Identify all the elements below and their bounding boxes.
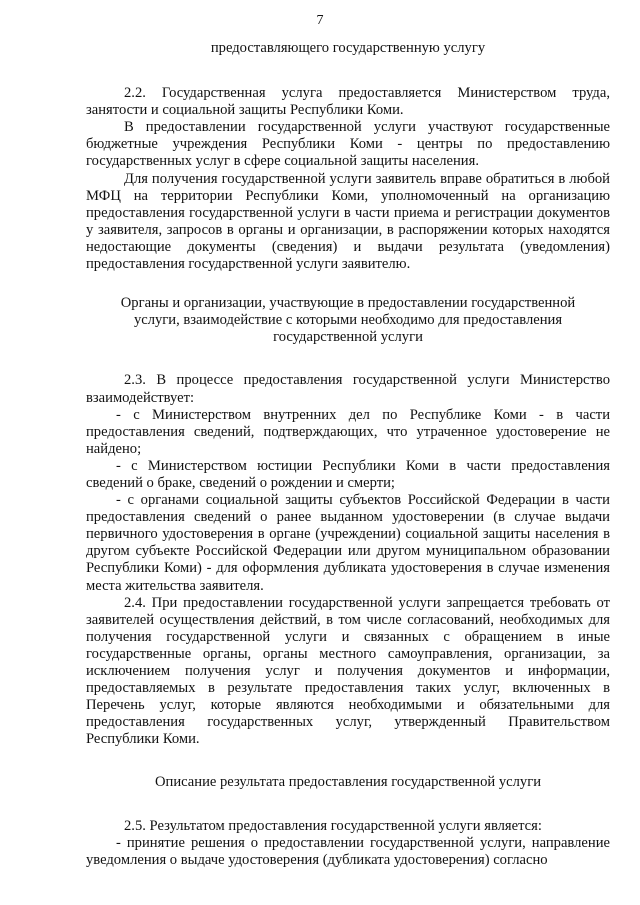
document-body bbox=[86, 38, 610, 869]
page-number: 7 bbox=[316, 13, 324, 28]
section-heading-result: Описание результата предоставления государственной услуги bbox=[154, 774, 542, 791]
paragraph-2-3: 2.3. В процессе предоставления государственной услуги Министерство взаимодействует: bbox=[86, 372, 610, 406]
paragraph-participants: В предоставлении государственной услуги участвуют государственные бюджетные учреждения Республики Коми - центры по предоставлению государственных услуг в сфере социальной защиты населения. bbox=[86, 119, 610, 170]
list-item-social-protection: - с органами социальной защиты субъектов Российской Федерации в части предоставления сведений о ранее выданном удостоверении (в случае выдачи первичного удостоверения в органе (учреждении) социальной защиты населения в другом субъекте Российской Федерации или другом муниципальном образовании Республики Коми) - для оформления дубликата удостоверения в случае изменения места жительства заявителя. bbox=[86, 492, 610, 594]
list-item-decision: - принятие решения о предоставлении государственной услуги, направление уведомления о выдаче удостоверения (дубликата удостоверения) согласно bbox=[86, 834, 610, 868]
paragraph-2-4: 2.4. При предоставлении государственной услуги запрещается требовать от заявителей осуществления действий, в том числе согласований, необходимых для получения государственной услуги и связанных с обращением в иные государственные органы, органы местного самоуправления, организации, за исключением получения услуг и получения документов и информации, предоставляемых в результате предоставления таких услуг, включенных в Перечень услуг, которые являются необходимыми и обязательными для предоставления государственных услуг, утвержденный Правительством Республики Коми. bbox=[86, 594, 610, 748]
paragraph-mfc: Для получения государственной услуги заявитель вправе обратиться в любой МФЦ на территории Республики Коми, уполномоченный на организацию предоставления государственной услуги в части приема и регистрации документов у заявителя, запросов в органы и организации, в распоряжении которых находятся недостающие документы (сведения) и выдачи результата (уведомления) предоставления государственной услуги заявителю. bbox=[86, 170, 610, 273]
section-heading-organizations: Органы и организации, участвующие в предоставлении государственной услуги, взаимодействие с которыми необходимо для предоставления государственной услуги bbox=[120, 295, 576, 346]
paragraph-2-2: 2.2. Государственная услуга предоставляется Министерством труда, занятости и социальной защиты Республики Коми. bbox=[86, 85, 610, 119]
list-item-mvd: - с Министерством внутренних дел по Республике Коми - в части предоставления сведений, подтверждающих, что утраченное удостоверение не найдено; bbox=[86, 406, 610, 457]
header-continuation: предоставляющего государственную услугу bbox=[210, 40, 486, 56]
list-item-justice: - с Министерством юстиции Республики Коми в части предоставления сведений о браке, сведений о рождении и смерти; bbox=[86, 457, 610, 491]
paragraph-2-5: 2.5. Результатом предоставления государственной услуги является: bbox=[124, 817, 542, 834]
